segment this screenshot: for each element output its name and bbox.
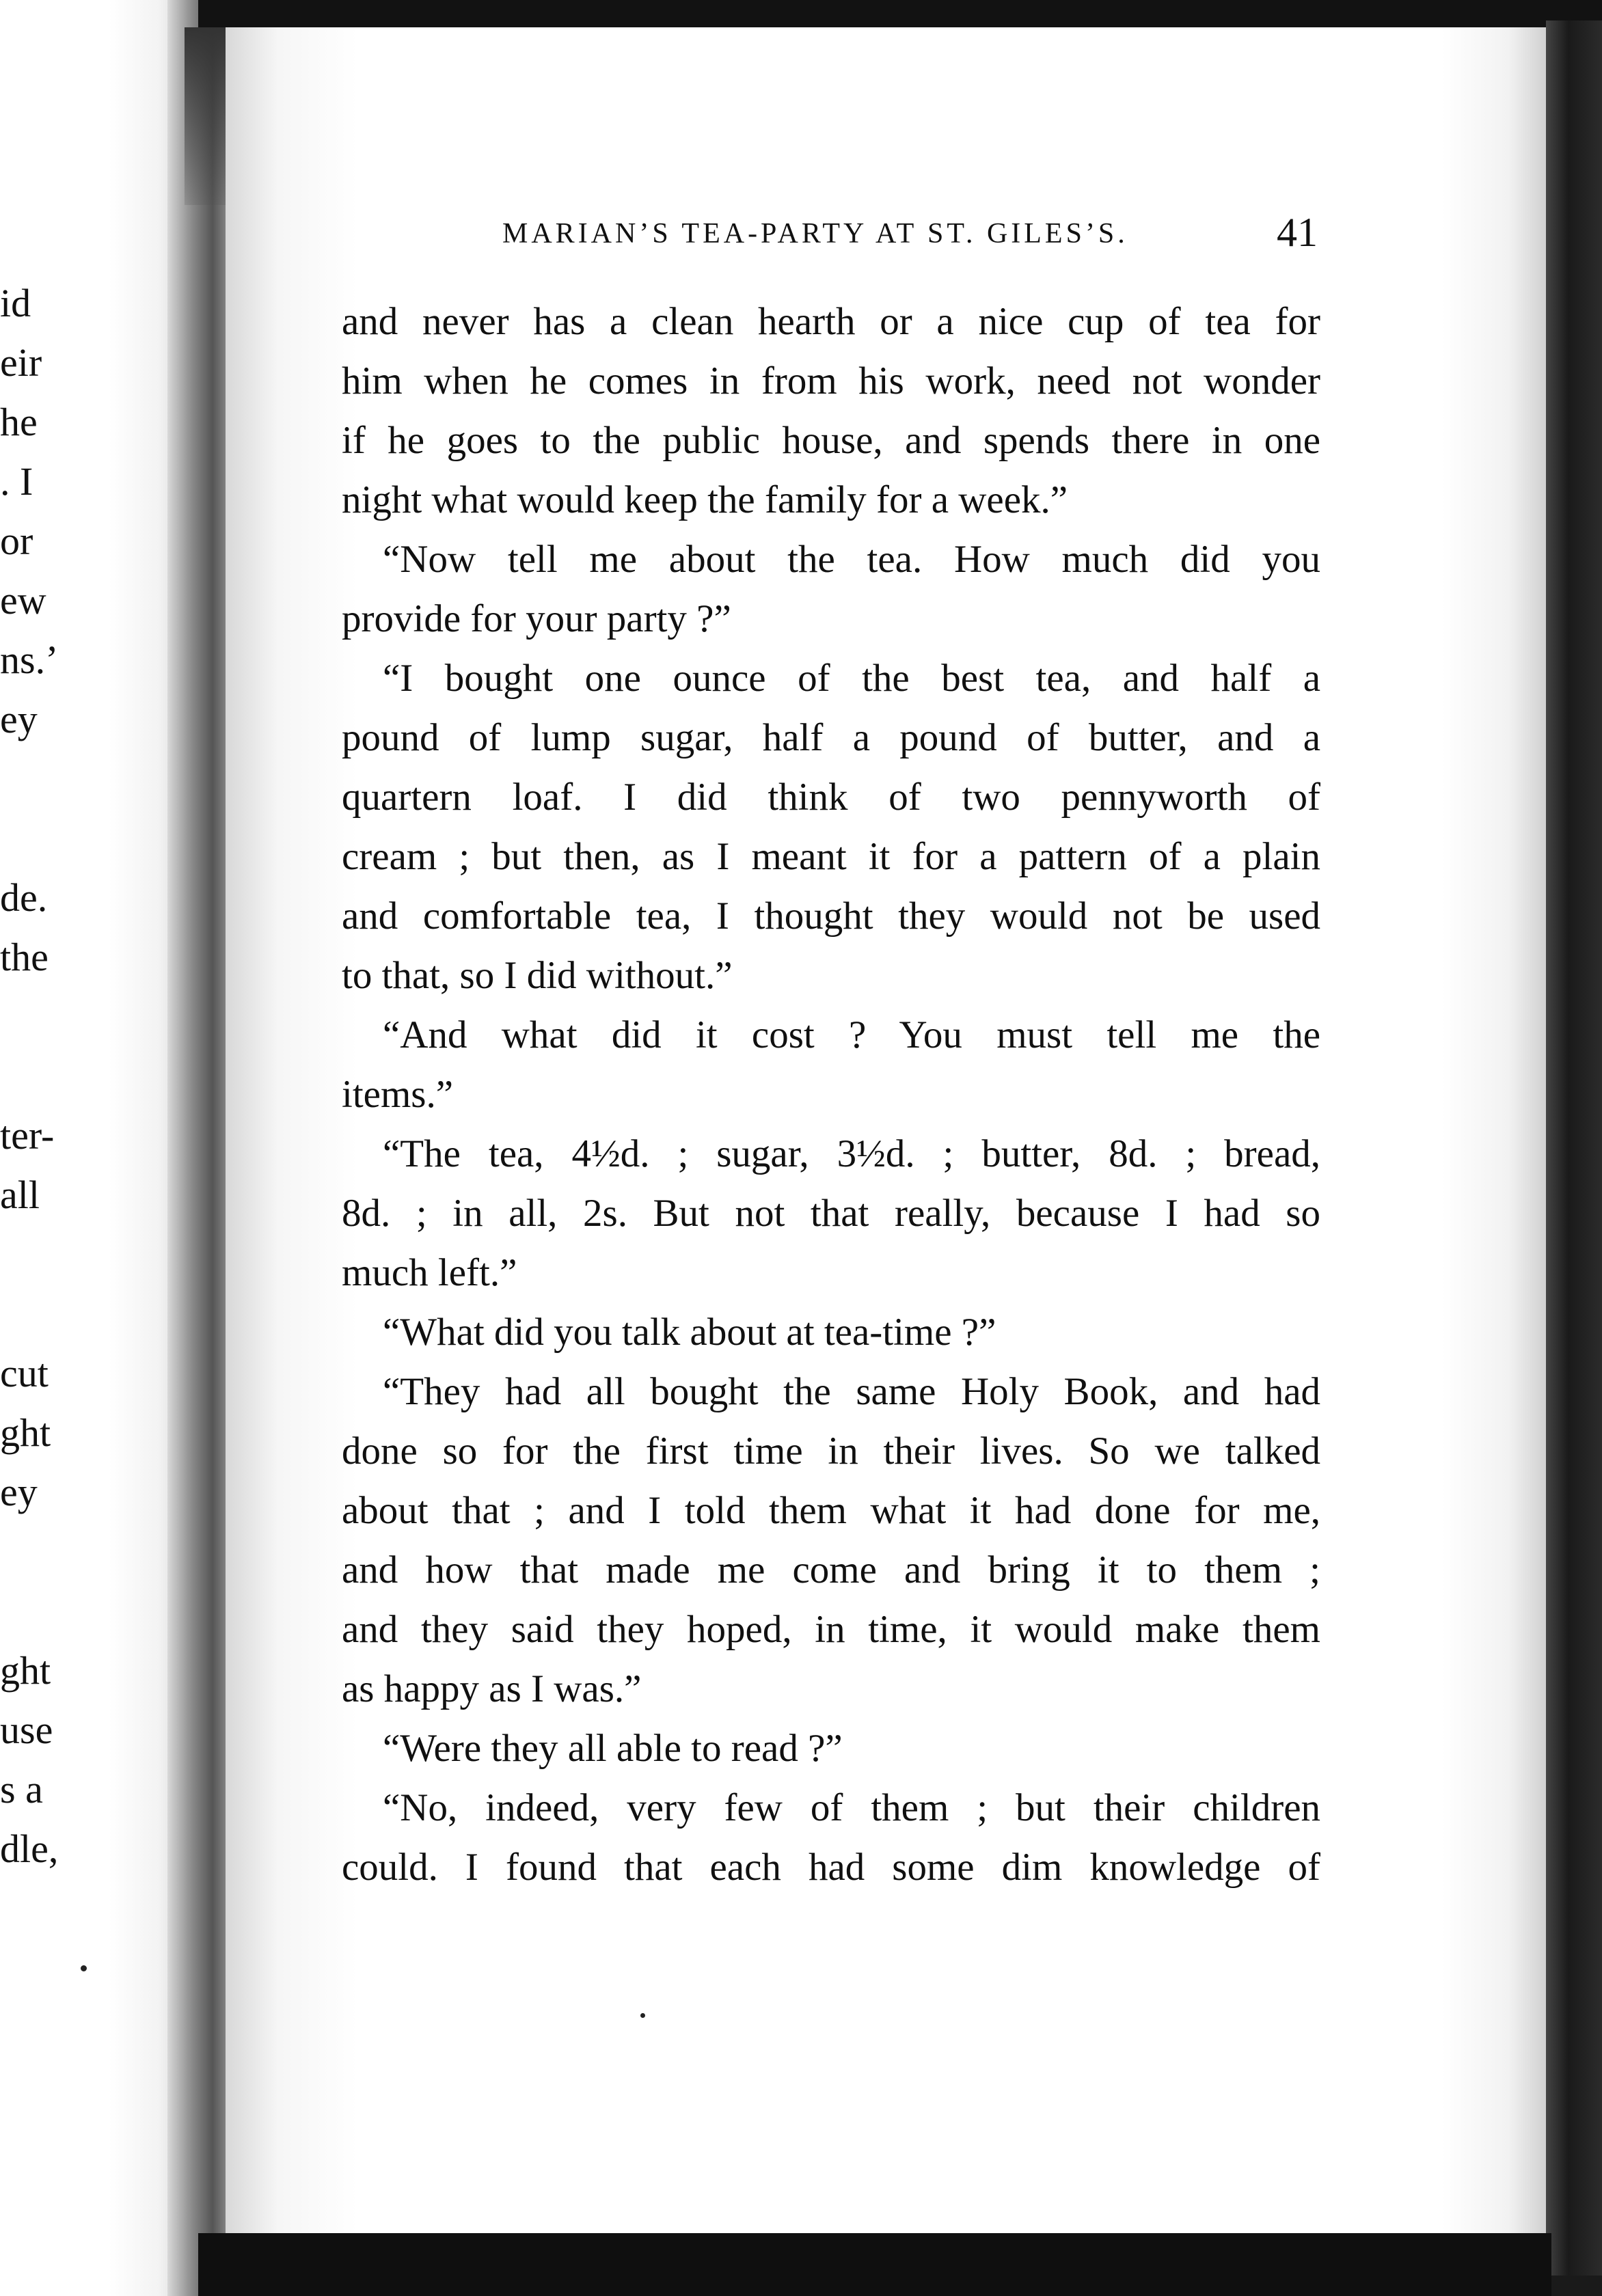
running-head: MARIAN’S TEA-PARTY AT ST. GILES’S. xyxy=(502,218,1128,249)
facing-page-fragment: de. xyxy=(0,875,48,920)
text-line: as happy as I was.” xyxy=(342,1667,642,1710)
text-line: night what would keep the family for a week.” xyxy=(342,478,1068,521)
facing-page-fragment: id xyxy=(0,281,31,325)
text-line: provide for your party ?” xyxy=(342,597,731,640)
text-line: much left.” xyxy=(342,1251,517,1294)
facing-page-fragment: eir xyxy=(0,340,42,385)
facing-page-fragment: use xyxy=(0,1708,53,1752)
ink-speck xyxy=(81,1965,87,1971)
text-line: could. I found that each had some dim knowledge of xyxy=(342,1846,1320,1889)
text-line: “I bought one ounce of the best tea, and half a xyxy=(383,657,1320,700)
text-line: cream ; but then, as I meant it for a pattern of a plain xyxy=(342,835,1320,878)
text-line: pound of lump sugar, half a pound of butter, and a xyxy=(342,716,1320,759)
text-line: 8d. ; in all, 2s. But not that really, because I had so xyxy=(342,1192,1320,1235)
facing-page-fragment: cut xyxy=(0,1351,49,1395)
facing-page-fragment: ght xyxy=(0,1648,51,1693)
text-line: quartern loaf. I did think of two pennyworth of xyxy=(342,776,1320,819)
text-line: “Were they all able to read ?” xyxy=(383,1727,843,1770)
facing-page-fragment: or xyxy=(0,519,33,563)
text-line: and they said they hoped, in time, it would make them xyxy=(342,1608,1320,1651)
facing-page-fragment: ey xyxy=(0,1470,38,1514)
text-line: “What did you talk about at tea-time ?” xyxy=(383,1311,996,1354)
text-line: “Now tell me about the tea. How much did you xyxy=(383,538,1320,581)
page-number: 41 xyxy=(1277,210,1318,255)
facing-page-fragment: ns.’ xyxy=(0,638,59,682)
scan-border-right xyxy=(1546,20,1602,2276)
facing-page-fragment: ey xyxy=(0,697,38,741)
text-line: “And what did it cost ? You must tell me the xyxy=(383,1013,1320,1056)
text-line: to that, so I did without.” xyxy=(342,954,733,997)
text-line: about that ; and I told them what it had done for me, xyxy=(342,1489,1320,1532)
text-line: if he goes to the public house, and spends there in one xyxy=(342,419,1320,462)
text-line: and never has a clean hearth or a nice cup of tea for xyxy=(342,300,1320,343)
text-line: “The tea, 4½d. ; sugar, 3½d. ; butter, 8d. ; bread, xyxy=(383,1132,1320,1175)
text-line: and comfortable tea, I thought they would not be used xyxy=(342,894,1320,938)
facing-page-fragment: all xyxy=(0,1173,40,1217)
scan-border-top xyxy=(198,0,1602,27)
text-line: items.” xyxy=(342,1073,454,1116)
facing-page-fragment: he xyxy=(0,400,38,444)
facing-page-fragment: the xyxy=(0,935,49,979)
facing-page-fragment: dle, xyxy=(0,1827,59,1871)
facing-page-fragment: . I xyxy=(0,459,33,504)
text-line: him when he comes in from his work, need not wonder xyxy=(342,359,1320,402)
facing-page-fragment: ew xyxy=(0,578,46,623)
facing-page-fragment: ter- xyxy=(0,1113,55,1158)
text-line: “They had all bought the same Holy Book, and had xyxy=(383,1370,1320,1413)
text-line: and how that made me come and bring it to them ; xyxy=(342,1548,1320,1591)
text-line: “No, indeed, very few of them ; but their children xyxy=(383,1786,1320,1829)
facing-page-fragment: ght xyxy=(0,1410,51,1455)
text-line: done so for the first time in their lives. So we talked xyxy=(342,1430,1320,1473)
scan-border-bottom xyxy=(198,2233,1551,2296)
ink-speck xyxy=(640,2013,645,2018)
facing-page-fragment: s a xyxy=(0,1767,43,1812)
